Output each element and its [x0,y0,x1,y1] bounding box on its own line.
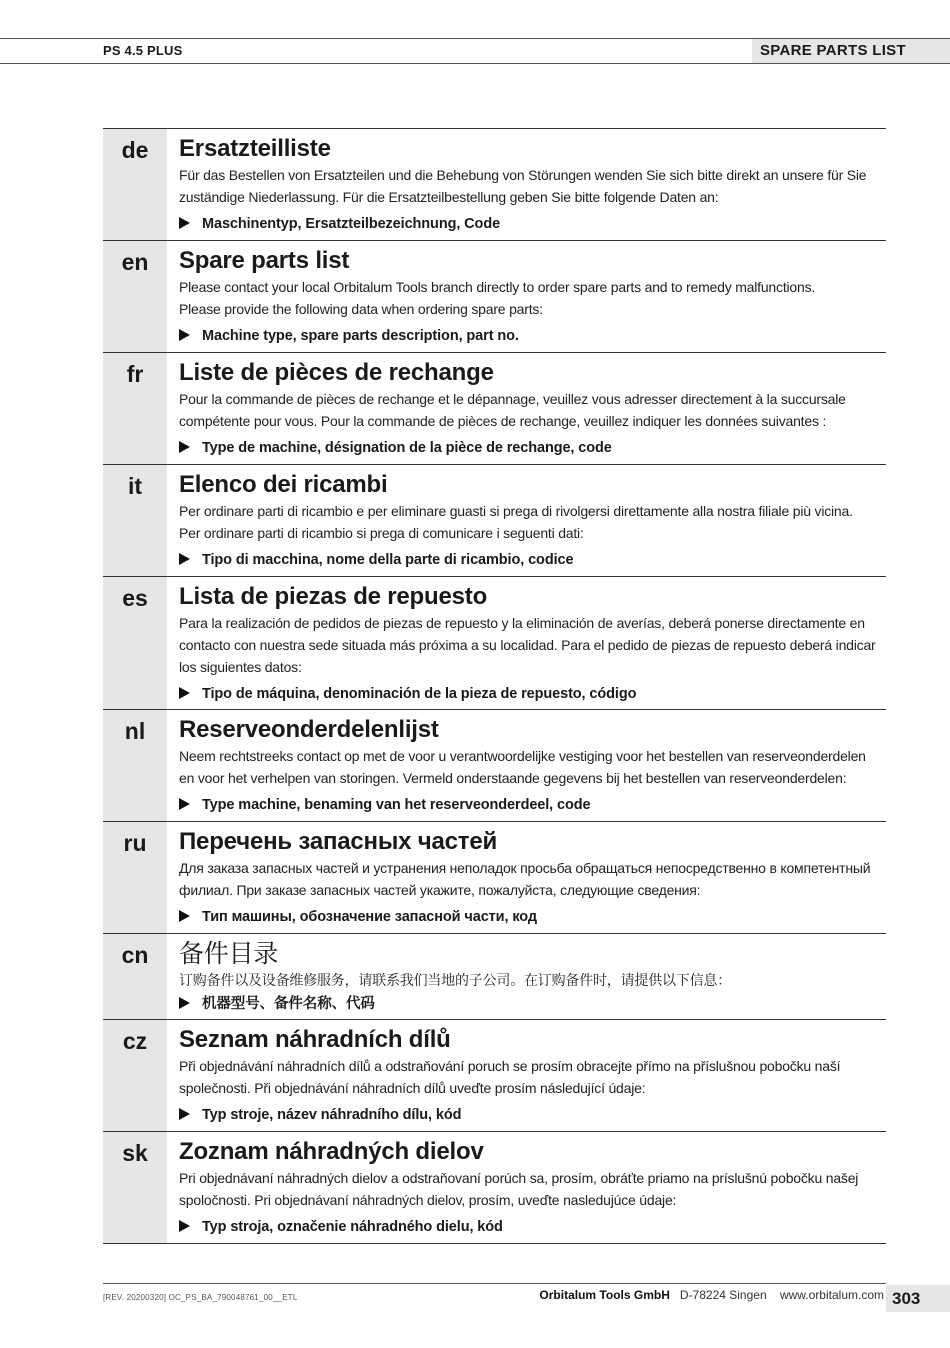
section-content [167,934,886,1019]
bullet-text: Tipo di macchina, nome della parte di ricambio, codice [202,552,574,568]
language-code: de [103,129,167,240]
order-data-bullet [179,213,886,235]
section-title: Liste de pièces de rechange [179,359,494,386]
triangle-bullet-icon [179,997,190,1009]
order-data-bullet [179,549,886,571]
language-code: sk [103,1132,167,1243]
description-line: Neem rechtstreeks contact op met de voor u verantwoordelijke vestiging voor het bestellen van reserveonderdelen [179,748,866,764]
order-data-bullet [179,1216,886,1238]
section-description [179,745,886,789]
description-line: Para la realización de pedidos de piezas de repuesto y la eliminación de averías, deberá ponerse directamente en [179,615,865,631]
section-description [179,276,886,320]
triangle-bullet-icon [179,1108,190,1120]
section-description [179,612,886,678]
triangle-bullet-icon [179,441,190,453]
language-table [103,128,886,1244]
description-line: 订购备件以及设备维修服务，请联系我们当地的子公司。在订购备件时，请提供以下信息： [179,972,731,988]
section-row [103,934,886,1020]
section-description [179,164,886,208]
order-data-bullet [179,993,886,1015]
bullet-text: Тип машины, обозначение запасной части, код [202,909,537,925]
section-title: Перечень запасных частей [179,828,498,855]
description-line: contacto con nuestra sede situada más próxima a su localidad. Para el pedido de piezas de repuesto deberá indicar [179,637,876,653]
section-row [103,241,886,353]
order-data-bullet [179,794,886,816]
section-title: Lista de piezas de repuesto [179,583,488,610]
description-line: Per ordinare parti di ricambio e per eliminare guasti si prega di rivolgersi direttamente alla nostra filiale più vicina. [179,503,853,519]
order-data-bullet [179,437,886,459]
description-line: společnosti. Při objednávání náhradních dílů uveďte prosím následující údaje: [179,1080,646,1096]
language-code: en [103,241,167,352]
order-data-bullet [179,1104,886,1126]
description-line: Please contact your local Orbitalum Tools branch directly to order spare parts and to remedy malfunctions. [179,279,816,295]
section-title: Seznam náhradních dílů [179,1026,451,1053]
bullet-text: Type machine, benaming van het reserveonderdeel, code [202,797,591,813]
language-code: ru [103,822,167,933]
footer-rule [103,1283,886,1284]
section-title: Spare parts list [179,247,350,274]
bullet-text: Typ stroje, název náhradního dílu, kód [202,1107,462,1123]
section-content [167,1132,886,1243]
bullet-text: Maschinentyp, Ersatzteilbezeichnung, Code [202,216,501,232]
bullet-text: Type de machine, désignation de la pièce de rechange, code [202,440,612,456]
section-row [103,1132,886,1244]
triangle-bullet-icon [179,910,190,922]
section-description [179,500,886,544]
order-data-bullet [179,683,886,705]
section-content [167,129,886,240]
language-code: cn [103,934,167,1019]
section-title: 备件目录 [179,940,279,968]
document-reference: [REV. 20200320] OC_PS_BA_790048761_00__ETL [103,1293,298,1302]
section-description [179,857,886,901]
company-name: Orbitalum Tools GmbH [539,1288,670,1302]
description-line: zuständige Niederlassung. Für die Ersatzteilbestellung geben Sie bitte folgende Daten an: [179,189,719,205]
description-line: Für das Bestellen von Ersatzteilen und die Behebung von Störungen wenden Sie sich bitte direkt an unsere für Sie [179,167,867,183]
triangle-bullet-icon [179,798,190,810]
page-number: 303 [886,1285,950,1312]
section-title: Elenco dei ricambi [179,471,388,498]
section-content [167,710,886,821]
section-content [167,353,886,464]
company-website[interactable]: www.orbitalum.com [779,1288,884,1302]
header-rule-bottom [0,63,950,64]
description-line: филиал. При заказе запасных частей укажите, пожалуйста, следующие сведения: [179,882,701,898]
section-description [179,388,886,432]
section-title: Ersatzteilliste [179,135,331,162]
order-data-bullet [179,906,886,928]
footer-company-info [539,1288,884,1302]
language-code: it [103,465,167,576]
section-content [167,1020,886,1131]
description-line: Při objednávání náhradních dílů a odstraňování poruch se prosím obracejte přímo na příslušnou pobočku naší [179,1058,841,1074]
section-row [103,577,886,710]
section-content [167,241,886,352]
section-row [103,1020,886,1132]
description-line: Для заказа запасных частей и устранения неполадок просьба обращаться непосредственно в компетентный [179,860,871,876]
language-code: fr [103,353,167,464]
section-description [179,1055,886,1099]
description-line: Pri objednávaní náhradných dielov a odstraňovaní porúch sa, prosím, obráťte priamo na príslušnú pobočku našej [179,1170,859,1186]
section-row [103,353,886,465]
company-address: D-78224 Singen [679,1288,767,1302]
bullet-text: Tipo de máquina, denominación de la pieza de repuesto, código [202,686,637,702]
description-line: Pour la commande de pièces de rechange et le dépannage, veuillez vous adresser directement à la succursale [179,391,846,407]
section-title: Zoznam náhradných dielov [179,1138,484,1165]
description-line: en voor het verhelpen van storingen. Vermeld onderstaande gegevens bij het bestellen van reserveonderdelen: [179,770,847,786]
description-line: spoločnosti. Pri objednávaní náhradných dielov, prosím, uveďte nasledujúce údaje: [179,1192,677,1208]
description-line: los siguientes datos: [179,659,302,675]
section-row [103,822,886,934]
section-row [103,710,886,822]
description-line: Please provide the following data when ordering spare parts: [179,301,543,317]
bullet-text: 机器型号、备件名称、代码 [202,996,375,1012]
language-code: nl [103,710,167,821]
bullet-text: Machine type, spare parts description, part no. [202,328,519,344]
header-product: PS 4.5 PLUS [103,43,183,58]
section-row [103,129,886,241]
order-data-bullet [179,325,886,347]
section-row [103,465,886,577]
description-line: compétente pour vous. Pour la commande de pièces de rechange, veuillez indiquer les données suivantes : [179,413,827,429]
language-code: cz [103,1020,167,1131]
triangle-bullet-icon [179,687,190,699]
triangle-bullet-icon [179,553,190,565]
bullet-text: Typ stroja, označenie náhradného dielu, kód [202,1219,503,1235]
triangle-bullet-icon [179,217,190,229]
section-content [167,577,886,709]
triangle-bullet-icon [179,1220,190,1232]
header-section-title: SPARE PARTS LIST [752,39,950,63]
section-description [179,969,886,991]
section-content [167,465,886,576]
description-line: Per ordinare parti di ricambio si prega di comunicare i seguenti dati: [179,525,584,541]
language-code: es [103,577,167,709]
triangle-bullet-icon [179,329,190,341]
section-content [167,822,886,933]
section-title: Reserveonderdelenlijst [179,716,439,743]
section-description [179,1167,886,1211]
